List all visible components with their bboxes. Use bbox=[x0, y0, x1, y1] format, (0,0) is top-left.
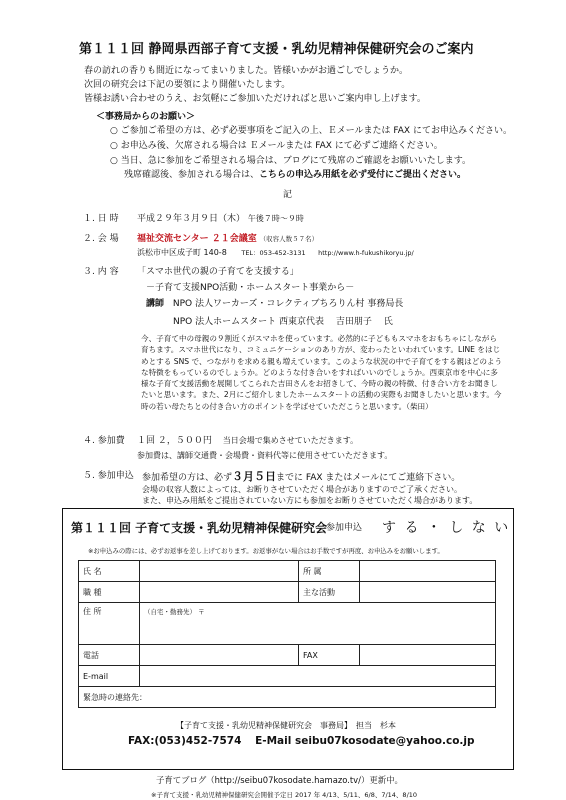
phone-field[interactable] bbox=[140, 645, 299, 666]
fee-note: 参加費は、講師交通費・会場費・資料代等に使用させていただきます。 bbox=[137, 451, 393, 460]
office-info: 【子育て支援・乳幼児精神保健研究会 事務局】 担当 杉本 bbox=[176, 721, 396, 730]
date-value: 平成２９年３月９日（木） 午後７時～９時 bbox=[137, 214, 304, 224]
notice-item-2: ○ お申込み後、欠席される場合は Ｅメールまたは FAX にて必ずご連絡ください。 bbox=[110, 141, 443, 151]
date-label: １. 日 時 bbox=[83, 214, 119, 224]
affiliation-label: 所 属 bbox=[299, 561, 360, 582]
content-subtheme: －子育て支援NPO活動・ホームスタート事業から－ bbox=[146, 283, 355, 293]
bullet-icon: ○ bbox=[110, 156, 118, 166]
notice-followup: 残席確認後、参加される場合は、こちらの申込み用紙を必ず受付にご提出ください。 bbox=[124, 170, 467, 180]
apply-note-1: 会場の収容人数によっては、お断りさせていただく場合がありますのでご了承ください。 bbox=[142, 485, 462, 494]
apply-text: 参加希望の方は、必ず３月５日までに FAX またはメールにてご連絡下さい。 bbox=[142, 470, 461, 483]
emergency-contact-field[interactable] bbox=[79, 687, 496, 708]
lecturer-line-2: NPO 法人ホームスタート 西東京代表 吉田朋子 氏 bbox=[173, 317, 393, 327]
apply-deadline: ３月５日 bbox=[232, 470, 277, 483]
ki-label: 記 bbox=[283, 190, 293, 200]
table-row bbox=[79, 645, 496, 666]
main-activity-label: 主な活動 bbox=[299, 582, 360, 603]
main-activity-field[interactable] bbox=[360, 582, 496, 603]
notice-header: ＜事務局からのお願い＞ bbox=[96, 112, 196, 122]
content-label: ３. 内 容 bbox=[83, 267, 119, 277]
form-title-line bbox=[71, 519, 327, 536]
attend-choice[interactable]: す る ・ し な い bbox=[382, 520, 511, 536]
venue-name-line bbox=[137, 233, 318, 246]
table-row bbox=[79, 582, 496, 603]
apply-label: ５. 参加申込 bbox=[83, 471, 134, 481]
intro-line-2: 次回の研究会は下記の要領により開催いたします。 bbox=[84, 80, 291, 90]
phone-label: 電話 bbox=[79, 645, 140, 666]
content-theme: 「スマホ世代の親の子育てを支援する」 bbox=[137, 267, 299, 277]
name-field[interactable] bbox=[140, 561, 299, 582]
fee-value-line: １回 ２，５００円 当日会場で集めさせていただきます。 bbox=[137, 436, 359, 446]
address-label: 住 所 bbox=[79, 603, 140, 645]
emergency-label: 緊急時の連絡先： bbox=[83, 692, 147, 702]
table-row bbox=[79, 603, 496, 645]
email-label: E-mail bbox=[79, 666, 140, 687]
form-title: 第１１１回 子育て支援・乳幼児精神保健研究会 bbox=[71, 521, 328, 535]
apply-note-2: また、申込み用紙をご提出されていない方にも参加をお断りさせていただく場合があります。 bbox=[142, 496, 478, 505]
table-row bbox=[79, 687, 496, 708]
table-row bbox=[79, 666, 496, 687]
lecturer-line-1: 講師 NPO 法人ワーカーズ・コレクティブちろりん村 事務局長 bbox=[146, 299, 404, 309]
fax-number: FAX:(053)452-7574 bbox=[128, 735, 242, 747]
bullet-icon: ○ bbox=[110, 141, 118, 151]
intro-line-3: 皆様お誘い合わせのうえ、お気軽にご参加いただければと思いご案内申し上げます。 bbox=[84, 94, 426, 104]
form-apply-label: 参加申込 bbox=[326, 523, 363, 533]
table-row bbox=[79, 561, 496, 582]
venue-capacity: （収容人数５７名） bbox=[259, 235, 319, 243]
fax-label: FAX bbox=[299, 645, 360, 666]
contact-email: E-Mail seibu07kosodate@yahoo.co.jp bbox=[255, 735, 475, 747]
fee-label: ４. 参加費 bbox=[83, 436, 125, 446]
occupation-label: 職 種 bbox=[79, 582, 140, 603]
venue-label: ２. 会 場 bbox=[83, 234, 119, 244]
form-notice: ※お申込みの際には、必ずお返事を差し上げております。お返事がない場合はお手数ですが再度、お申込みをお願いします。 bbox=[88, 547, 444, 555]
venue-name: 福祉交流センター ２１会議室 bbox=[137, 234, 257, 244]
notice-item-3: ○ 当日、急に参加をご希望される場合は、ブログにて残席のご確認をお願いいたします。 bbox=[110, 156, 472, 166]
notice-item-1: ○ ご参加ご希望の方は、必ず必要事項をご記入の上、Ｅメールまたは FAX にてお申込みください。 bbox=[110, 126, 512, 136]
fax-field[interactable] bbox=[360, 645, 496, 666]
content-description: 今、子育て中の母親の９割近くがスマホを使っています。必然的に子どももスマホをおもちゃにしながら育ちます。スマホ世代になり、コミュニケーションのあり方が、変わったといわれています。LINE をはじめとする SNS で、つながりを求める親も増えています。このような状況の中で子育てをする親はどのような特徴をもっているのでしょうか。どのような付き合いをすればいいのでしょうか。西東京市を中心に多様な子育て支援活動を展開してこられた吉田さんをお招きして、今時の親の特徴、付き合い方をお聞きしたいと思います。また、2月にご紹介しましたホームスタートの活動の実際もお聞きしたいと思います。今時の若い母たちとの付き合い方のポイントを学ばせていただこうと思います。（柴田） bbox=[141, 334, 503, 411]
blog-notice: 子育てブログ（http://seibu07kosodate.hamazo.tv/）更新中。 bbox=[156, 775, 403, 785]
name-label: 氏 名 bbox=[79, 561, 140, 582]
schedule-note: ※子育て支援・乳幼児精神保健研究会開催予定日 2017 年 4/13、5/11、6/8、7/14、8/10 bbox=[151, 791, 418, 799]
bullet-icon: ○ bbox=[110, 126, 118, 136]
intro-line-1: 春の訪れの香りも間近になってまいりました。皆様いかがお過ごしでしょうか。 bbox=[84, 66, 409, 76]
contact-line bbox=[128, 735, 475, 747]
venue-address-line: 浜松市中区成子町 140-8 TEL：053-452-3131 http://www.h-fukushikoryu.jp/ bbox=[137, 248, 414, 257]
occupation-field[interactable] bbox=[140, 582, 299, 603]
address-field[interactable] bbox=[140, 603, 496, 645]
affiliation-field[interactable] bbox=[360, 561, 496, 582]
email-field[interactable] bbox=[140, 666, 496, 687]
venue-url: http://www.h-fukushikoryu.jp/ bbox=[318, 249, 414, 257]
page-title: 第１１１回 静岡県西部子育て支援・乳幼児精神保健研究会のご案内 bbox=[79, 42, 474, 57]
address-note: （自宅・勤務先） 〒 bbox=[144, 608, 205, 616]
application-form-table bbox=[78, 560, 496, 708]
